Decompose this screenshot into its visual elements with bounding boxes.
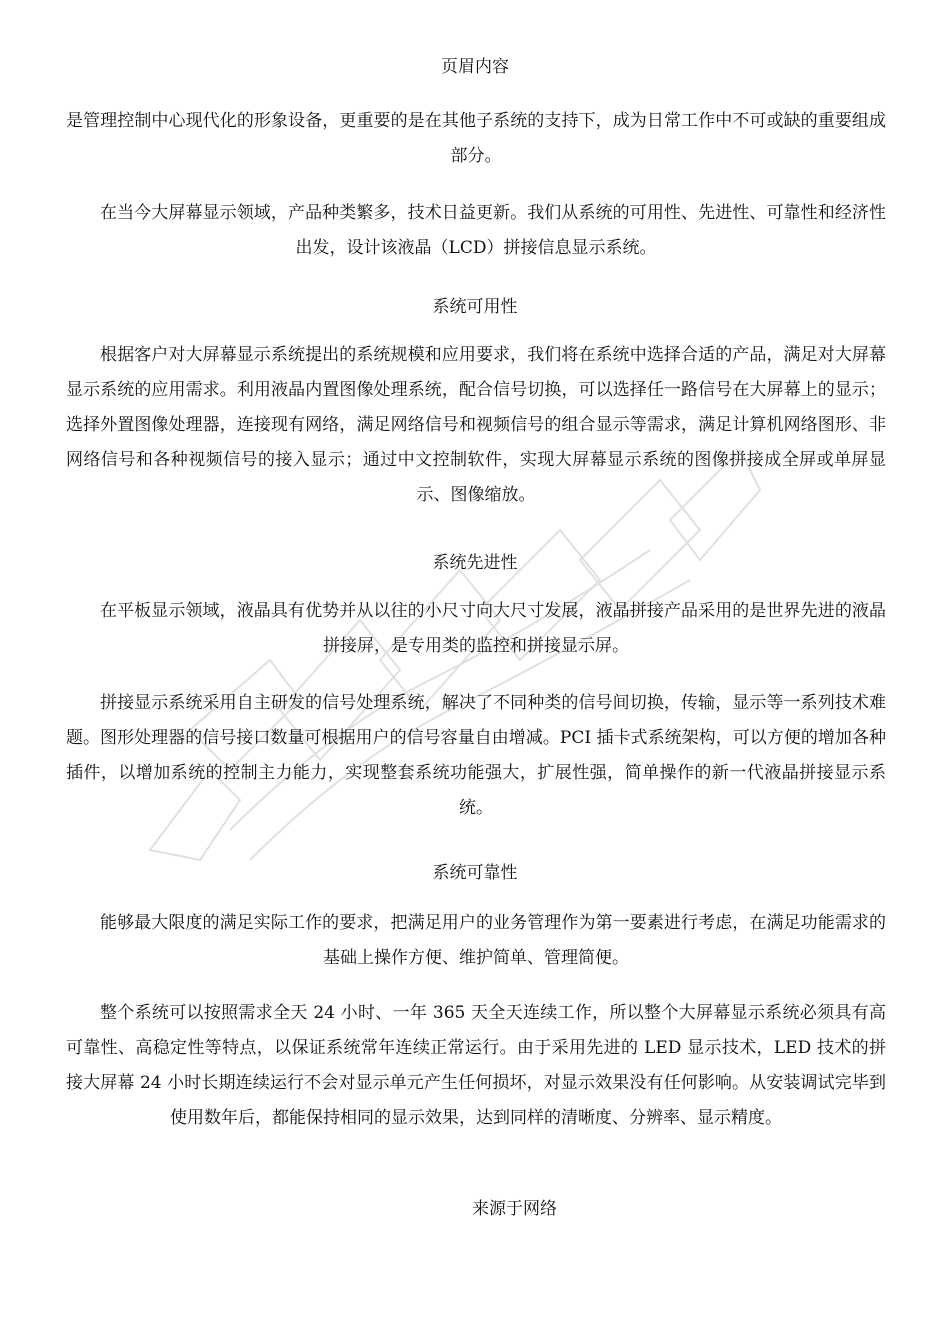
reliability-paragraph-1: 能够最大限度的满足实际工作的要求，把满足用户的业务管理作为第一要素进行考虑，在满足功能需求的基础上操作方便、维护简单、管理简便。	[100, 913, 886, 968]
page-header: 页眉内容	[441, 57, 509, 77]
availability-paragraph: 根据客户对大屏幕显示系统提出的系统规模和应用要求，我们将在系统中选择合适的产品，满足对大屏幕显示系统的应用需求。利用液晶内置图像处理系统，配合信号切换，可以选择任一路信号在大屏幕上的显示；选择外置图像处理器，连接现有网络，满足网络信号和视频信号的组合显示等需求，满足计算机网络图形、非网络信号和各种视频信号的接入显示；通过中文控制软件，实现大屏幕显示系统的图像拼接成全屏或单屏显示、图像缩放。	[66, 345, 886, 505]
intro-paragraph: 是管理控制中心现代化的形象设备，更重要的是在其他子系统的支持下，成为日常工作中不可或缺的重要组成部分。	[66, 111, 886, 166]
section-heading-advancement: 系统先进性	[432, 553, 518, 573]
section-heading-reliability: 系统可靠性	[432, 863, 518, 883]
advancement-paragraph-2: 拼接显示系统采用自主研发的信号处理系统，解决了不同种类的信号间切换，传输，显示等一系列技术难题。图形处理器的信号接口数量可根据用户的信号容量自由增减。PCI 插卡式系统架构，可以方便的增加各种插件，以增加系统的控制主力能力，实现整套系统功能强大，扩展性强，简单操作的新一代液晶拼接显示系统。	[66, 693, 886, 818]
overview-paragraph: 在当今大屏幕显示领域，产品种类繁多，技术日益更新。我们从系统的可用性、先进性、可靠性和经济性出发，设计该液晶（LCD）拼接信息显示系统。	[100, 203, 886, 258]
section-heading-availability: 系统可用性	[432, 297, 518, 317]
source-note: 来源于网络	[472, 1199, 557, 1219]
advancement-paragraph-1: 在平板显示领域，液晶具有优势并从以往的小尺寸向大尺寸发展，液晶拼接产品采用的是世界先进的液晶拼接屏，是专用类的监控和拼接显示屏。	[100, 601, 886, 656]
reliability-paragraph-2: 整个系统可以按照需求全天 24 小时、一年 365 天全天连续工作，所以整个大屏幕显示系统必须具有高可靠性、高稳定性等特点，以保证系统常年连续正常运行。由于采用先进的 LED 显示技术，LED 技术的拼接大屏幕 24 小时长期连续运行不会对显示单元产生任何损坏，对显示效果没有任何影响。从安装调试完毕到使用数年后，都能保持相同的显示效果，达到同样的清晰度、分辨率、显示精度。	[66, 1003, 886, 1128]
